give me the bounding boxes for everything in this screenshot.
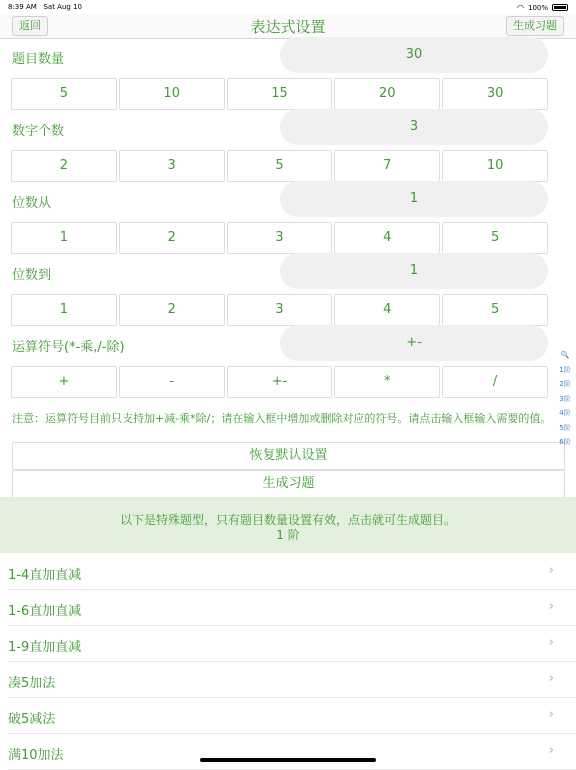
question-count-option[interactable]: 20 [334,78,440,110]
digits-from-label: 位数从 [12,196,52,211]
operator-option[interactable]: * [334,366,440,398]
search-icon[interactable]: 🔍 [560,351,570,359]
operators-label: 运算符号(*-乘,/-除) [12,340,125,355]
digits-from-input[interactable]: 1 [280,181,548,217]
list-item-label: 1-6直加直减 [8,604,82,619]
digits-to-option[interactable]: 4 [334,294,440,326]
restore-defaults-button[interactable]: 恢复默认设置 [12,442,565,470]
digits-to-option[interactable]: 5 [442,294,548,326]
navigation-bar [0,14,576,39]
list-item-label: 1-4直加直减 [8,568,82,583]
wifi-icon: ◠ [517,3,524,12]
operator-note: 注意：运算符号目前只支持加+减-乘*除/；请在输入框中增加或删除对应的符号。请点击输入框输入需要的值。 [12,412,552,425]
status-right [517,3,568,12]
chevron-right-icon: › [548,599,554,614]
operator-option[interactable]: + [11,366,117,398]
banner-text: 以下是特殊题型，只有题目数量设置有效，点击就可生成题目。 [119,513,456,527]
section-index-item[interactable]: 4阶 [559,409,571,417]
status-bar [0,0,576,14]
operator-option[interactable]: / [442,366,548,398]
number-count-option[interactable]: 3 [119,150,225,182]
operator-option[interactable]: - [119,366,225,398]
list-item-label: 1-9直加直减 [8,640,82,655]
section-index-item[interactable]: 6阶 [559,438,571,446]
home-indicator [200,758,376,762]
digits-to-option[interactable]: 3 [227,294,333,326]
question-count-option[interactable]: 10 [119,78,225,110]
status-time: 8:39 AM [8,3,37,11]
number-count-label: 数字个数 [12,124,65,139]
battery-icon [552,4,568,11]
section-index-item[interactable]: 2阶 [559,380,571,388]
chevron-right-icon: › [548,671,554,686]
status-time-date [8,3,82,11]
list-item[interactable] [8,626,576,662]
page-title: 表达式设置 [250,18,326,36]
special-types-list [0,554,576,770]
chevron-right-icon: › [548,743,554,758]
digits-to-options [11,294,548,326]
question-count-options [11,78,548,110]
list-item[interactable] [8,590,576,626]
list-item[interactable] [8,662,576,698]
list-item-label: 满10加法 [8,748,64,763]
generate-exercises-nav-button[interactable]: 生成习题 [506,16,564,36]
list-item[interactable] [8,698,576,734]
digits-from-option[interactable]: 3 [227,222,333,254]
digits-from-options [11,222,548,254]
number-count-option[interactable]: 10 [442,150,548,182]
section-index-item[interactable]: 3阶 [559,394,571,403]
operators-options [11,366,548,398]
digits-from-option[interactable]: 1 [11,222,117,254]
list-item[interactable] [8,554,576,590]
question-count-label: 题目数量 [12,52,65,67]
question-count-option[interactable]: 30 [442,78,548,110]
number-count-options [11,150,548,182]
question-count-input[interactable]: 30 [280,37,548,73]
list-item[interactable] [8,734,576,770]
operator-option[interactable]: +- [227,366,333,398]
chevron-right-icon: › [548,707,554,722]
number-count-option[interactable]: 5 [227,150,333,182]
number-count-input[interactable]: 3 [280,109,548,145]
back-button[interactable]: 返回 [12,16,48,36]
digits-from-option[interactable]: 5 [442,222,548,254]
section-index [558,348,572,450]
number-count-option[interactable]: 7 [334,150,440,182]
digits-to-option[interactable]: 2 [119,294,225,326]
battery-percent: 100% [527,3,548,12]
operators-input[interactable]: +- [280,325,548,361]
number-count-option[interactable]: 2 [11,150,117,182]
list-item-label: 破5减法 [8,712,56,727]
generate-exercises-button[interactable]: 生成习题 [12,470,565,498]
special-types-banner [0,497,576,553]
section-index-item[interactable]: 1阶 [559,365,571,374]
digits-to-label: 位数到 [12,268,52,283]
chevron-right-icon: › [548,635,554,650]
digits-from-option[interactable]: 2 [119,222,225,254]
list-item-label: 凑5加法 [8,676,56,691]
chevron-right-icon: › [548,563,554,578]
question-count-option[interactable]: 5 [11,78,117,110]
section-index-item[interactable]: 5阶 [559,423,571,432]
digits-to-input[interactable]: 1 [280,253,548,289]
status-date: Sat Aug 10 [43,3,82,11]
question-count-option[interactable]: 15 [227,78,333,110]
digits-from-option[interactable]: 4 [334,222,440,254]
digits-to-option[interactable]: 1 [11,294,117,326]
banner-section-title: 1 阶 [276,528,300,542]
